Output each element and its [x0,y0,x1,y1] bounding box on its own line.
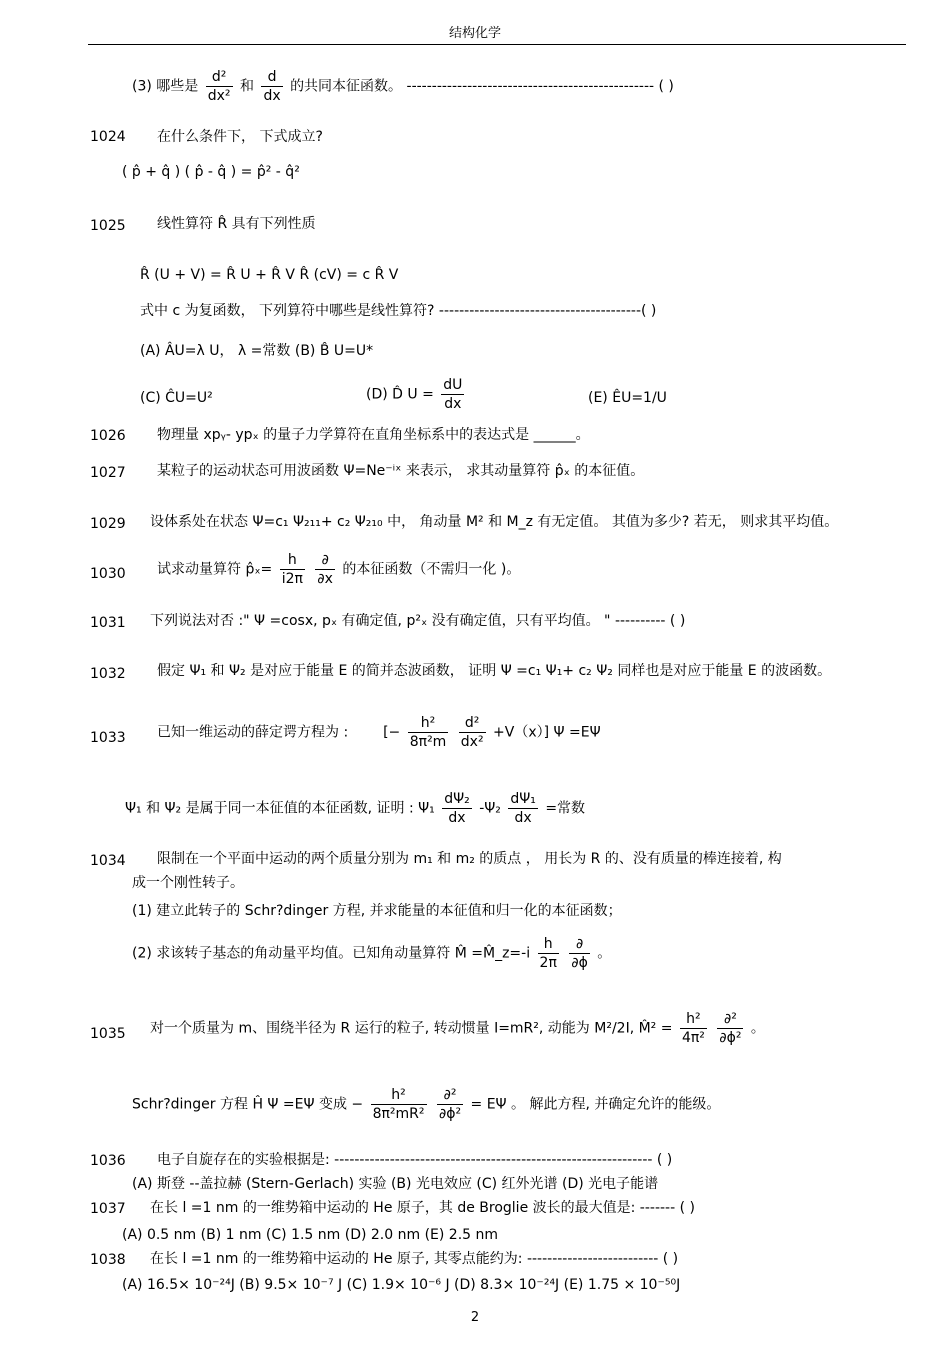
question-options: (A) 16.5× 10⁻²⁴J (B) 9.5× 10⁻⁷ J (C) 1.9× 10⁻⁶ J (D) 8.3× 10⁻²⁴J (E) 1.75 × 10⁻⁵⁰J [122,1277,681,1293]
fraction-h2-4pi2: $\frac{\text{h²}}{\text{4π²}}$ [681,1011,705,1046]
question-text: 在长 l =1 nm 的一维势箱中运动的 He 原子, 其零点能约为: -------------------------- ( ) [150,1251,679,1267]
question-number: 1036 [90,1153,126,1169]
fraction-d-dx: $\frac{d}{dx}$ [263,69,281,104]
question-text: 对一个质量为 m、围绕半径为 R 运行的粒子, 转动惯量 I=mR², 动能为 M²/2I, M̂² = $\frac{\text{h²}}{\text{4π²}}$ $\frac{\text{∂²}}{\text{∂ϕ²}}$ 。 [150,1011,765,1046]
question-text: 某粒子的运动状态可用波函数 Ψ=Ne⁻ⁱˣ 来表示， 求其动量算符 p̂ₓ 的本征值。 [157,463,645,479]
question-text: 设体系处在状态 Ψ=c₁ Ψ₂₁₁+ c₂ Ψ₂₁₀ 中， 角动量 M² 和 M_z 有无定值。 其值为多少? 若无， 则求其平均值。 [150,514,839,530]
question-text: Ψ₁ 和 Ψ₂ 是属于同一本征值的本征函数, 证明 : Ψ₁ $\frac{\text{dΨ₂}}{dx}$ -Ψ₂ $\frac{\text{dΨ₁}}{dx}$ =常数 [125,791,586,826]
question-text: 物理量 xpᵧ- ypₓ 的量子力学算符在直角坐标系中的表达式是 ______。 [157,427,590,443]
option-e: (E) ÊU=1/U [588,390,667,406]
question-number: 1029 [90,516,126,532]
fraction-h-2pi: $\frac{h}{2\pi}$ [539,936,557,971]
question-text: 假定 Ψ₁ 和 Ψ₂ 是对应于能量 E 的简并态波函数， 证明 Ψ =c₁ Ψ₁+ c₂ Ψ₂ 同样也是对应于能量 E 的波函数。 [157,663,832,679]
option-c: (C) ĈU=U² [140,390,213,406]
page-number: 2 [470,1310,480,1325]
fraction-du-dx: $\frac{dU}{dx}$ [443,377,463,412]
item-3-prefix: (3) 哪些是 [132,78,199,95]
question-condition: 式中 c 为复函数， 下列算符中哪些是线性算符? ----------------------------------------( ) [140,303,657,319]
question-number: 1035 [90,1026,126,1042]
item-3-line: (3) 哪些是 $\frac{\text{d²}}{\text{dx²}}$ 和 $\frac{d}{dx}$ 的共同本征函数。 ------------------------------------------------- ( ) [132,69,674,104]
question-number: 1024 [90,129,126,145]
question-number: 1031 [90,615,126,631]
fraction-partial-phi: $\frac{\partial}{\partial\phi}$ [571,936,588,971]
question-number: 1027 [90,465,126,481]
fraction-d2-dx2: $\frac{\text{d²}}{\text{dx²}}$ [460,715,484,750]
header-rule [88,44,906,45]
question-text: 已知一维运动的薛定谔方程为 : [− $\frac{\text{h²}}{\text{8π²m}}$ $\frac{\text{d²}}{\text{dx²}}$ +V（x）] Ψ =EΨ [157,715,601,750]
equation: ( p̂ + q̂ ) ( p̂ - q̂ ) = p̂² - q̂² [122,164,300,180]
question-text: 在长 l =1 nm 的一维势箱中运动的 He 原子，其 de Broglie 波长的最大值是: ------- ( ) [150,1200,695,1216]
fraction-dpsi1-dx: $\frac{\text{dΨ₁}}{dx}$ [510,791,536,826]
question-number: 1038 [90,1252,126,1268]
question-number: 1030 [90,566,126,582]
question-text: 试求动量算符 p̂ₓ= $\frac{h}{i2\pi}$ $\frac{\partial}{\partial x}$ 的本征函数（不需归一化 )。 [157,552,521,587]
fraction-partial2-phi2: $\frac{\text{∂²}}{\text{∂ϕ²}}$ [719,1011,742,1046]
operator-properties: R̂ (U + V) = R̂ U + R̂ V R̂ (cV) = c R̂ V [140,267,399,283]
question-text: 下列说法对否 :" Ψ =cosx, pₓ 有确定值, p²ₓ 没有确定值，只有平均值。 " ---------- ( ) [150,613,686,629]
question-number: 1033 [90,730,126,746]
question-options: (A) 斯登 --盖拉赫 (Stern-Gerlach) 实验 (B) 光电效应 (C) 红外光谱 (D) 光电子能谱 [132,1176,659,1192]
question-text: 电子自旋存在的实验根据是: --------------------------------------------------------------- ( ) [157,1152,673,1168]
fraction-partial2-phi2: $\frac{\text{∂²}}{\text{∂ϕ²}}$ [438,1087,462,1122]
fraction-h2-8pi2mr2: $\frac{\text{h²}}{\text{8π²mR²}}$ [372,1087,425,1122]
question-number: 1026 [90,428,126,444]
options-ab: (A) ÂU=λ U， λ =常数 (B) B̂ U=U* [140,343,374,359]
fraction-h2-8pi2m: $\frac{\text{h²}}{\text{8π²m}}$ [409,715,447,750]
question-text: 线性算符 R̂ 具有下列性质 [157,216,316,232]
fraction-dpsi2-dx: $\frac{\text{dΨ₂}}{dx}$ [444,791,470,826]
question-number: 1025 [90,218,126,234]
sub-question-2: (2) 求该转子基态的角动量平均值。已知角动量算符 M̂ =M̂_z=-i $\frac{h}{2\pi}$ $\frac{\partial}{\partial\phi}$ 。 [132,936,612,971]
fraction-partial-x: $\frac{\partial}{\partial x}$ [317,552,333,587]
fraction-h-i2pi: $\frac{h}{i2\pi}$ [281,552,303,587]
question-text: 在什么条件下， 下式成立? [157,129,323,145]
question-options: (A) 0.5 nm (B) 1 nm (C) 1.5 nm (D) 2.0 nm (E) 2.5 nm [122,1227,499,1243]
question-text: 限制在一个平面中运动的两个质量分别为 m₁ 和 m₂ 的质点 ， 用长为 R 的、没有质量的棒连接着, 构 [157,851,782,867]
sub-question-1: (1) 建立此转子的 Schr?dinger 方程, 并求能量的本征值和归一化的本征函数； [132,903,622,919]
fraction-d2-dx2: $\frac{\text{d²}}{\text{dx²}}$ [207,69,231,104]
question-number: 1037 [90,1201,126,1217]
question-text-cont: 成一个刚性转子。 [132,875,244,891]
question-number: 1034 [90,853,126,869]
question-text: Schr?dinger 方程 Ĥ Ψ =EΨ 变成 − $\frac{\text{h²}}{\text{8π²mR²}}$ $\frac{\text{∂²}}{\text{∂ϕ²}}$ = EΨ 。 解此方程, 并确定允许的能级。 [132,1087,721,1122]
question-number: 1032 [90,666,126,682]
option-d: (D) D̂ U = $\frac{dU}{dx}$ [366,377,463,412]
page-header: 结构化学 [448,26,501,41]
